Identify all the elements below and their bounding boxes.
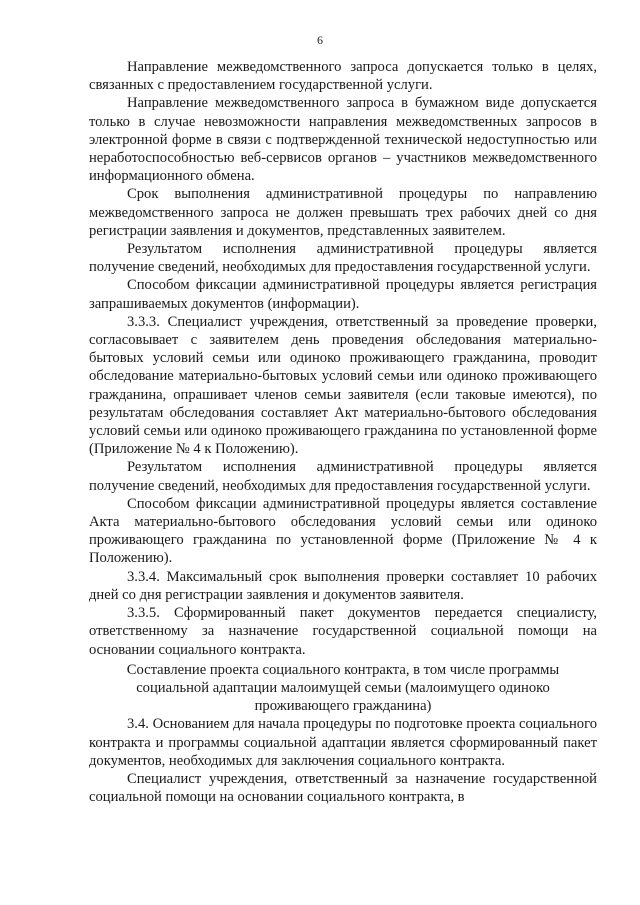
paragraph: Результатом исполнения административной процедуры является получение сведений, необходимых для предоставления государственной услуги. bbox=[89, 241, 597, 276]
paragraph: Способом фиксации административной процедуры является регистрация запрашиваемых документов (информации). bbox=[89, 277, 597, 312]
paragraph: Способом фиксации административной процедуры является составление Акта материально-бытового обследования условий семьи или одиноко проживающего гражданина по установленной форме (Приложение № 4 к Положению). bbox=[89, 495, 597, 567]
paragraph: Направление межведомственного запроса в бумажном виде допускается только в случае невозможности направления межведомственных запросов в электронной форме в связи с подтвержденной технической недоступностью или неработоспособностью веб-сервисов органов – участников межведомственного информационного обмена. bbox=[89, 95, 597, 185]
paragraph: 3.3.4. Максимальный срок выполнения проверки составляет 10 рабочих дней со дня регистрации заявления и документов заявителя. bbox=[89, 568, 597, 603]
page-number: 6 bbox=[317, 33, 323, 47]
paragraph: Результатом исполнения административной процедуры является получение сведений, необходимых для предоставления государственной услуги. bbox=[89, 459, 597, 494]
document-body bbox=[89, 58, 597, 806]
paragraph: Направление межведомственного запроса допускается только в целях, связанных с предоставлением государственной услуги. bbox=[89, 59, 597, 94]
paragraph: 3.3.3. Специалист учреждения, ответственный за проведение проверки, согласовывает с заявителем день проведения обследования материально-бытовых условий семьи или одиноко проживающего гражданина, проводит обследование материально-бытовых условий семьи или одиноко проживающего гражданина, опрашивает членов семьи заявителя (если таковые имеются), по результатам обследования составляет Акт материально-бытового обследования условий семьи или одиноко проживающего гражданина по установленной форме (Приложение № 4 к Положению). bbox=[89, 313, 597, 458]
paragraph: Специалист учреждения, ответственный за назначение государственной социальной помощи на основании социального контракта, в bbox=[89, 770, 597, 806]
paragraph: 3.3.5. Сформированный пакет документов передается специалисту, ответственному за назначение государственной социальной помощи на основании социального контракта. bbox=[89, 605, 597, 658]
paragraph: Срок выполнения административной процедуры по направлению межведомственного запроса не должен превышать трех рабочих дней со дня регистрации заявления и документов, представленных заявителем. bbox=[89, 186, 597, 239]
section-heading: Составление проекта социального контракта, в том числе программы социальной адаптации малоимущей семьи (малоимущего одиноко проживающего гражданина) bbox=[126, 661, 560, 715]
paragraph: 3.4. Основанием для начала процедуры по подготовке проекта социального контракта и программы социальной адаптации является сформированный пакет документов, необходимых для заключения социального контракта. bbox=[89, 716, 597, 769]
